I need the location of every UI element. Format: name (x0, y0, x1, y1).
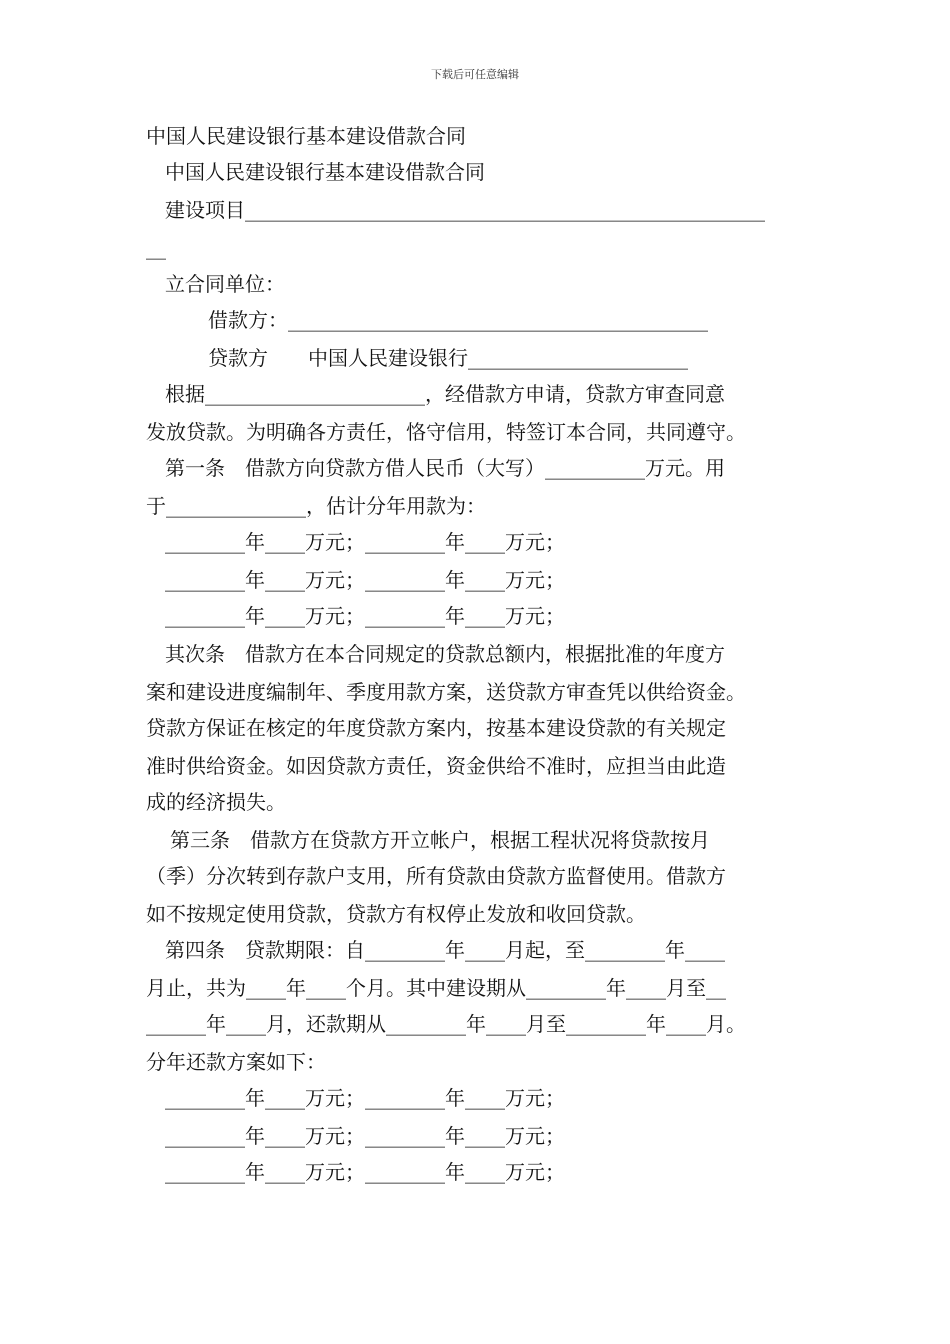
article-2-line: 贷款方保证在核定的年度贷款方案内，按基本建设贷款的有关规定 (146, 716, 726, 740)
article-3-line: 如不按规定使用贷款，贷款方有权停止发放和收回贷款。 (146, 902, 646, 926)
contract-title: 中国人民建设银行基本建设借款合同 (165, 160, 485, 184)
yearly-usage-row: ________年____万元；________年____万元； (165, 604, 565, 628)
article-2-line: 成的经济损失。 (146, 790, 286, 814)
article-2-line: 案和建设进度编制年、季度用款方案，送贷款方审查凭以供给资金。 (146, 680, 746, 704)
paragraph-line: 发放贷款。为明确各方责任，恪守信用，特签订本合同，共同遵守。 (146, 420, 746, 444)
article-3-line: 第三条 借款方在贷款方开立帐户，根据工程状况将贷款按月 (170, 828, 710, 852)
yearly-usage-row: ________年____万元；________年____万元； (165, 530, 565, 554)
repayment-heading: 分年还款方案如下： (146, 1050, 326, 1074)
article-1-line: 第一条 借款方向贷款方借人民币（大写）__________万元。用 (165, 456, 725, 480)
article-3-line: （季）分次转到存款户支用，所有贷款由贷款方监督使用。借款方 (146, 864, 726, 888)
project-line-cont: __ (146, 236, 166, 260)
repayment-row: ________年____万元；________年____万元； (165, 1124, 565, 1148)
page-header: 下载后可任意编辑 (431, 68, 519, 81)
parties-heading: 立合同单位： (165, 272, 285, 296)
article-4-line: 第四条 贷款期限：自________年____月起，至________年____ (165, 938, 725, 962)
yearly-usage-row: ________年____万元；________年____万元； (165, 568, 565, 592)
article-4-line: 月止，共为____年____个月。其中建设期从________年____月至__ (146, 976, 726, 1000)
article-4-line: ______年____月，还款期从________年____月至________年____月。 (146, 1012, 746, 1036)
document-title: 中国人民建设银行基本建设借款合同 (146, 124, 466, 148)
repayment-row: ________年____万元；________年____万元； (165, 1086, 565, 1110)
article-2-line: 准时供给资金。如因贷款方责任，资金供给不准时，应担当由此造 (146, 754, 726, 778)
project-line: 建设项目____________________________________________________ (165, 198, 765, 222)
borrower-line: 借款方：__________________________________________ (208, 308, 708, 332)
lender-line: 贷款方 中国人民建设银行______________________ (208, 346, 688, 370)
article-1-line: 于______________，估计分年用款为： (146, 494, 486, 518)
article-2-line: 其次条 借款方在本合同规定的贷款总额内，根据批准的年度方 (165, 642, 725, 666)
paragraph-line: 根据______________________，经借款方申请，贷款方审查同意 (165, 382, 725, 406)
repayment-row: ________年____万元；________年____万元； (165, 1160, 565, 1184)
